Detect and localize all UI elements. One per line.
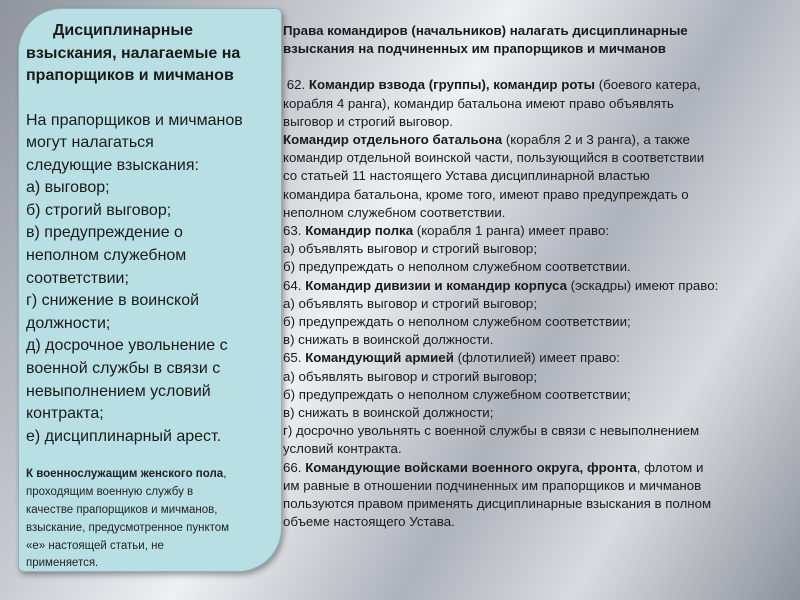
article-text: а) объявлять выговор и строгий выговор;: [283, 241, 538, 257]
article-text: со статьей 11 настоящего Устава дисциплинарной властью: [283, 168, 650, 184]
article-text: пользуются правом применять дисциплинарные взыскания в полном: [283, 496, 712, 512]
article-text: 64.: [283, 277, 306, 293]
article-line: [283, 76, 798, 94]
article-text: (эскадры) имеют право:: [566, 277, 719, 293]
article-line: [283, 404, 798, 422]
note-bold: К военнослужащим женского пола: [26, 468, 224, 481]
article-line: [283, 186, 798, 204]
article-bold: Командир дивизии и командир корпуса: [305, 277, 567, 293]
article-line: [283, 240, 798, 258]
article-text: условий контракта.: [283, 441, 402, 457]
article-line: [283, 440, 798, 458]
note-line: [26, 484, 286, 502]
article-text: (боевого катера,: [595, 77, 701, 93]
article-text: 66.: [283, 459, 306, 475]
note-line: [26, 538, 286, 556]
title-line: Дисциплинарные: [53, 22, 194, 39]
article-text: корабля 4 ранга), командир батальона имеют право объявлять: [283, 95, 674, 111]
article-text: (корабля 1 ранга) имеет право:: [413, 223, 610, 239]
article-line: [283, 277, 798, 295]
article-text: выговор и строгий выговор.: [283, 113, 453, 129]
body-line: военной службы в связи с: [26, 360, 221, 378]
article-text: (корабля 2 и 3 ранга), а также: [502, 132, 690, 148]
article-bold: Командующий армией: [305, 350, 454, 366]
body-line: е) дисциплинарный арест.: [26, 427, 222, 445]
article-line: [283, 204, 798, 222]
note-text: проходящим военную службу в: [26, 486, 194, 499]
article-line: [283, 513, 798, 531]
note-text: качестве прапорщиков и мичманов,: [26, 504, 218, 516]
article-text: а) объявлять выговор и строгий выговор;: [283, 295, 538, 311]
note-text: взыскание, предусмотренное пунктом: [26, 521, 230, 534]
article-text: б) предупреждать о неполном служебном соответствии;: [283, 314, 631, 330]
left-body: [26, 110, 286, 449]
body-line: г) снижение в воинской: [26, 292, 200, 310]
note-text: «е» настоящей статьи, не: [26, 539, 164, 552]
article-bold: Командир полка: [305, 223, 414, 239]
article-text: им равные в отношении подчиненных им прапорщиков и мичманов: [283, 477, 702, 493]
title-line: прапорщиков и мичманов: [26, 67, 234, 84]
article-line: [283, 459, 798, 477]
article-text: объеме настоящего Устава.: [283, 514, 455, 530]
left-title: [26, 20, 286, 88]
article-text: в) снижать в воинской должности;: [283, 405, 494, 421]
article-line: [283, 349, 798, 367]
article-text: (флотилией) имеет право:: [453, 350, 621, 366]
body-line: контракта;: [26, 405, 104, 423]
article-bold: Командир отдельного батальона: [283, 132, 503, 148]
article-line: [283, 131, 798, 149]
body-line: должности;: [26, 314, 111, 332]
body-line: д) досрочное увольнение с: [26, 337, 228, 355]
title-line: взыскания на подчиненных им прапорщиков и мичманов: [283, 41, 666, 57]
article-line: [283, 495, 798, 513]
note-line: [26, 466, 286, 484]
body-line: могут налагаться: [26, 134, 154, 152]
body-line: неполном служебном: [26, 247, 187, 265]
left-note: [26, 466, 286, 573]
body-line: б) строгий выговор;: [26, 201, 172, 219]
article-line: [283, 167, 798, 185]
note-line: [26, 520, 286, 538]
article-text: командира батальона, кроме того, имеют право предупреждать о: [283, 186, 689, 202]
article-line: [283, 258, 798, 276]
article-text: а) объявлять выговор и строгий выговор;: [283, 368, 538, 384]
article-text: 65.: [283, 350, 306, 366]
body-line: На прапорщиков и мичманов: [26, 111, 243, 129]
note-line: [26, 555, 286, 573]
article-text: б) предупреждать о неполном служебном соответствии;: [283, 386, 631, 402]
article-line: [283, 422, 798, 440]
article-line: [283, 149, 798, 167]
article-text: 63.: [283, 223, 306, 239]
article-text: 62.: [283, 77, 309, 93]
article-text: неполном служебном соответствии.: [283, 204, 506, 220]
article-line: [283, 368, 798, 386]
article-text: , флотом и: [636, 459, 704, 475]
note-line: [26, 502, 286, 520]
article-line: [283, 386, 798, 404]
article-line: [283, 313, 798, 331]
note-text: применяется.: [26, 557, 99, 570]
right-title: [283, 22, 798, 58]
article-line: [283, 222, 798, 240]
article-text: в) снижать в воинской должности.: [283, 332, 494, 348]
title-line: взыскания, налагаемые на: [26, 44, 241, 62]
left-panel: [26, 20, 286, 573]
article-line: [283, 331, 798, 349]
article-line: [283, 477, 798, 495]
title-line: Права командиров (начальников) налагать дисциплинарные: [283, 23, 688, 38]
right-panel: [283, 22, 798, 531]
body-line: а) выговор;: [26, 179, 110, 197]
article-text: г) досрочно увольнять с военной службы в связи с невыполнением: [283, 423, 700, 439]
article-bold: Командир взвода (группы), командир роты: [308, 77, 595, 93]
body-line: в) предупреждение о: [26, 224, 183, 242]
article-line: [283, 95, 798, 113]
article-line: [283, 113, 798, 131]
body-line: следующие взыскания:: [26, 156, 199, 174]
body-line: соответствии;: [26, 269, 129, 287]
note-text: ,: [223, 468, 227, 481]
article-text: командир отдельной воинской части, пользующийся в соответствии: [283, 150, 705, 166]
body-line: невыполнением условий: [26, 382, 211, 400]
article-line: [283, 295, 798, 313]
right-body: [283, 76, 798, 531]
article-text: б) предупреждать о неполном служебном соответствии.: [283, 259, 631, 275]
article-bold: Командующие войсками военного округа, фронта: [305, 459, 637, 475]
